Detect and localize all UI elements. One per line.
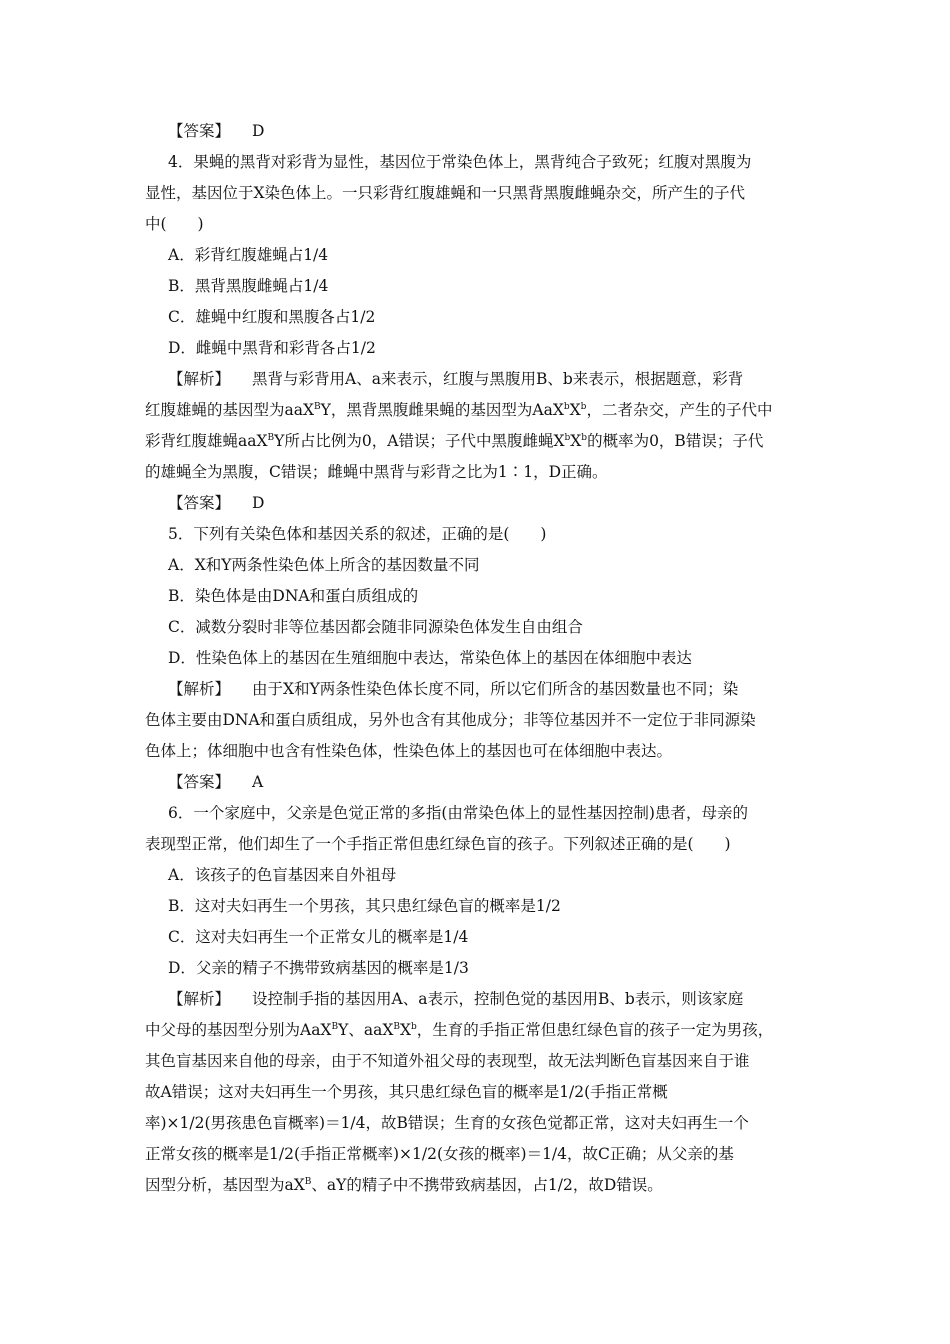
q4-option-d: D．雌蝇中黑背和彩背各占1/2 — [168, 339, 376, 357]
analysis-text: Y所占比例为0，A错误；子代中黑腹雌蝇X — [274, 432, 565, 450]
q4-analysis-line-1 — [145, 364, 807, 395]
q5-stem: 5．下列有关染色体和基因关系的叙述，正确的是( ) — [168, 525, 547, 543]
answer-value: A — [252, 773, 264, 791]
analysis-text: 中父母的基因型分别为AaX — [145, 1021, 332, 1039]
q6-stem-line-2: 表现型正常，他们却生了一个手指正常但患红绿色盲的孩子。下列叙述正确的是( ) — [145, 835, 731, 853]
q5-answer — [145, 767, 807, 798]
analysis-text: ，二者杂交，产生的子代中 — [586, 401, 773, 419]
q6-option-b: B．这对夫妇再生一个男孩，其只患红绿色盲的概率是1/2 — [168, 897, 561, 915]
superscript: b — [563, 402, 570, 412]
q6-option-a: A．该孩子的色盲基因来自外祖母 — [168, 866, 397, 884]
q5-option-b: B．染色体是由DNA和蛋白质组成的 — [168, 587, 419, 605]
q6-analysis-line-1 — [145, 984, 807, 1015]
q4-option-a: A．彩背红腹雄蝇占1/4 — [168, 246, 329, 264]
analysis-text: X — [569, 401, 581, 419]
analysis-text: Y、aaX — [338, 1021, 394, 1039]
analysis-text: Y，黑背黑腹雌果蝇的基因型为AaX — [320, 401, 564, 419]
q6-analysis-line-2 — [145, 1015, 807, 1046]
q4-stem-line-2: 显性，基因位于X染色体上。一只彩背红腹雄蝇和一只黑背黑腹雌蝇杂交，所产生的子代 — [145, 184, 746, 202]
superscript: B — [331, 1022, 339, 1032]
q4-answer — [145, 488, 807, 519]
superscript: b — [411, 1022, 417, 1032]
analysis-text: 、aY的精子中不携带致病基因，占1/2，故D错误。 — [311, 1176, 663, 1194]
q6-analysis-line-6: 正常女孩的概率是1/2(手指正常概率)×1/2(女孩的概率)＝1/4，故C正确；从父亲的基 — [145, 1145, 734, 1163]
answer-value: D — [252, 494, 265, 512]
document-body — [145, 116, 807, 1201]
answer-label: 【答案】 — [168, 494, 231, 512]
q5-option-c: C．减数分裂时非等位基因都会随非同源染色体发生自由组合 — [168, 618, 583, 636]
analysis-text: 由于X和Y两条性染色体长度不同，所以它们所含的基因数量也不同；染 — [252, 680, 739, 698]
analysis-text: X — [570, 432, 582, 450]
analysis-label: 【解析】 — [168, 680, 231, 698]
q4-analysis-line-4: 的雄蝇全为黑腹，C错误；雌蝇中黑背与彩背之比为1∶1，D正确。 — [145, 463, 608, 481]
q3-answer — [145, 116, 807, 147]
answer-value: D — [252, 122, 265, 140]
q4-option-c: C．雄蝇中红腹和黑腹各占1/2 — [168, 308, 376, 326]
q6-analysis-line-5: 率)×1/2(男孩患色盲概率)＝1/4，故B错误；生育的女孩色觉都正常，这对夫妇再生一个 — [145, 1114, 749, 1132]
q6-option-d: D．父亲的精子不携带致病基因的概率是1/3 — [168, 959, 469, 977]
q4-stem-line-1: 4．果蝇的黑背对彩背为显性，基因位于常染色体上，黑背纯合子致死；红腹对黑腹为 — [168, 153, 752, 171]
analysis-text: 设控制手指的基因用A、a表示，控制色觉的基因用B、b表示，则该家庭 — [252, 990, 744, 1008]
analysis-label: 【解析】 — [168, 990, 231, 1008]
q6-analysis-line-7 — [145, 1170, 807, 1201]
q4-analysis-line-2 — [145, 395, 807, 426]
answer-label: 【答案】 — [168, 122, 231, 140]
superscript: b — [564, 433, 571, 443]
analysis-text: 红腹雄蝇的基因型为aaX — [145, 401, 315, 419]
q6-stem-line-1: 6．一个家庭中，父亲是色觉正常的多指(由常染色体上的显性基因控制)患者，母亲的 — [168, 804, 748, 822]
q6-analysis-line-3: 其色盲基因来自他的母亲，由于不知道外祖父母的表现型，故无法判断色盲基因来自于谁 — [145, 1052, 750, 1070]
answer-label: 【答案】 — [168, 773, 231, 791]
analysis-text: 彩背红腹雄蝇aaX — [145, 432, 268, 450]
q5-analysis-line-1 — [145, 674, 807, 705]
superscript: B — [393, 1022, 400, 1032]
superscript: B — [304, 1177, 312, 1187]
q5-analysis-line-2: 色体主要由DNA和蛋白质组成，另外也含有其他成分；非等位基因并不一定位于非同源染 — [145, 711, 756, 729]
superscript: B — [267, 433, 275, 443]
superscript: b — [580, 402, 587, 412]
analysis-text: 的概率为0，B错误；子代 — [587, 432, 764, 450]
q4-option-b: B．黑背黑腹雌蝇占1/4 — [168, 277, 329, 295]
q4-analysis-line-3 — [145, 426, 807, 457]
q4-stem-line-3: 中( ) — [145, 215, 204, 233]
superscript: B — [314, 402, 321, 412]
q5-option-a: A．X和Y两条性染色体上所含的基因数量不同 — [168, 556, 480, 574]
q6-analysis-line-4: 故A错误；这对夫妇再生一个男孩，其只患红绿色盲的概率是1/2(手指正常概 — [145, 1083, 668, 1101]
analysis-text: 黑背与彩背用A、a来表示，红腹与黑腹用B、b来表示，根据题意，彩背 — [252, 370, 744, 388]
q5-option-d: D．性染色体上的基因在生殖细胞中表达，常染色体上的基因在体细胞中表达 — [168, 649, 692, 667]
q6-option-c: C．这对夫妇再生一个正常女儿的概率是1/4 — [168, 928, 469, 946]
analysis-text: ，生育的手指正常但患红绿色盲的孩子一定为男孩， — [416, 1021, 774, 1039]
analysis-text: 因型分析，基因型为aX — [145, 1176, 305, 1194]
q5-analysis-line-3: 色体上；体细胞中也含有性染色体，性染色体上的基因也可在体细胞中表达。 — [145, 742, 673, 760]
analysis-text: X — [399, 1021, 412, 1039]
superscript: b — [581, 433, 588, 443]
analysis-label: 【解析】 — [168, 370, 231, 388]
